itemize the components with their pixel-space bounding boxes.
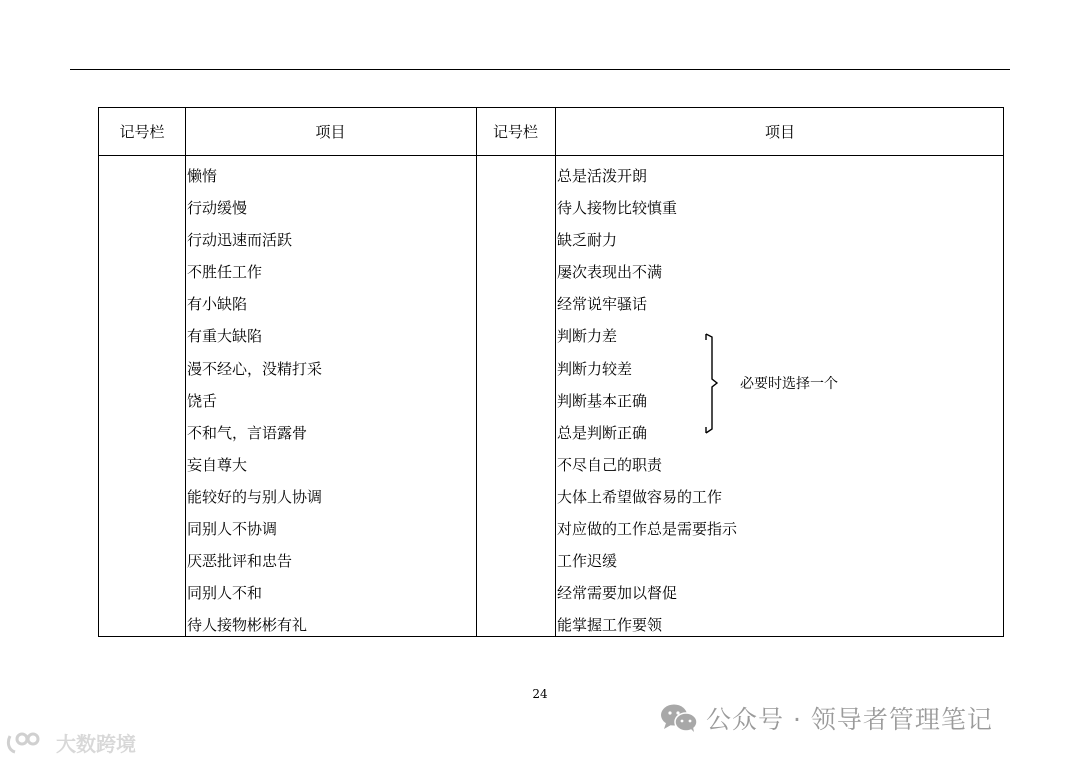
header-mark-right: 记号栏 xyxy=(492,123,538,141)
list-item: 判断力较差 xyxy=(557,359,633,378)
list-item: 不和气，言语露骨 xyxy=(187,423,308,442)
left-items-column xyxy=(186,160,322,641)
list-item: 行动迅速而活跃 xyxy=(187,231,293,250)
list-item: 大体上希望做容易的工作 xyxy=(557,487,723,506)
header-divider xyxy=(99,155,1003,156)
corner-watermark xyxy=(6,728,136,757)
list-item: 能掌握工作要领 xyxy=(557,616,663,635)
list-item: 同别人不协调 xyxy=(187,520,278,539)
list-item: 漫不经心，没精打采 xyxy=(187,359,323,378)
list-item: 不尽自己的职责 xyxy=(557,455,663,474)
list-item: 妄自尊大 xyxy=(187,455,248,474)
header-item-left: 项目 xyxy=(315,123,346,141)
page-number: 24 xyxy=(532,687,548,701)
list-item: 屡次表现出不满 xyxy=(557,263,663,282)
list-item: 判断基本正确 xyxy=(557,391,648,410)
header-item-right: 项目 xyxy=(764,123,795,141)
list-item: 厌恶批评和忠告 xyxy=(187,552,293,571)
list-item: 工作迟缓 xyxy=(557,552,618,571)
list-item: 行动缓慢 xyxy=(187,199,248,218)
list-item: 懒惰 xyxy=(187,167,218,185)
header-mark-left: 记号栏 xyxy=(119,123,165,141)
wechat-watermark xyxy=(660,700,993,736)
list-item: 能较好的与别人协调 xyxy=(187,487,323,506)
corner-watermark-text: 大数跨境 xyxy=(56,732,136,756)
divider-2 xyxy=(476,108,477,636)
evaluation-table xyxy=(98,107,1004,637)
list-item: 对应做的工作总是需要指示 xyxy=(557,520,738,539)
brace-note: 必要时选择一个 xyxy=(740,376,838,392)
brace-icon xyxy=(705,333,723,437)
list-item: 经常需要加以督促 xyxy=(557,584,678,603)
list-item: 缺乏耐力 xyxy=(557,231,618,250)
wechat-watermark-text: 公众号 · 领导者管理笔记 xyxy=(706,705,993,734)
list-item: 同别人不和 xyxy=(187,584,263,603)
list-item: 判断力差 xyxy=(557,327,618,346)
list-item: 有小缺陷 xyxy=(187,295,248,314)
brand-logo-icon xyxy=(6,730,52,756)
list-item: 不胜任工作 xyxy=(187,263,263,282)
list-item: 经常说牢骚话 xyxy=(557,295,648,314)
list-item: 饶舌 xyxy=(187,391,218,410)
top-rule xyxy=(70,69,1010,70)
list-item: 有重大缺陷 xyxy=(187,327,263,346)
list-item: 总是活泼开朗 xyxy=(557,167,648,185)
list-item: 总是判断正确 xyxy=(557,423,648,442)
list-item: 待人接物比较慎重 xyxy=(557,199,678,218)
list-item: 待人接物彬彬有礼 xyxy=(187,616,308,635)
wechat-icon xyxy=(660,703,698,733)
